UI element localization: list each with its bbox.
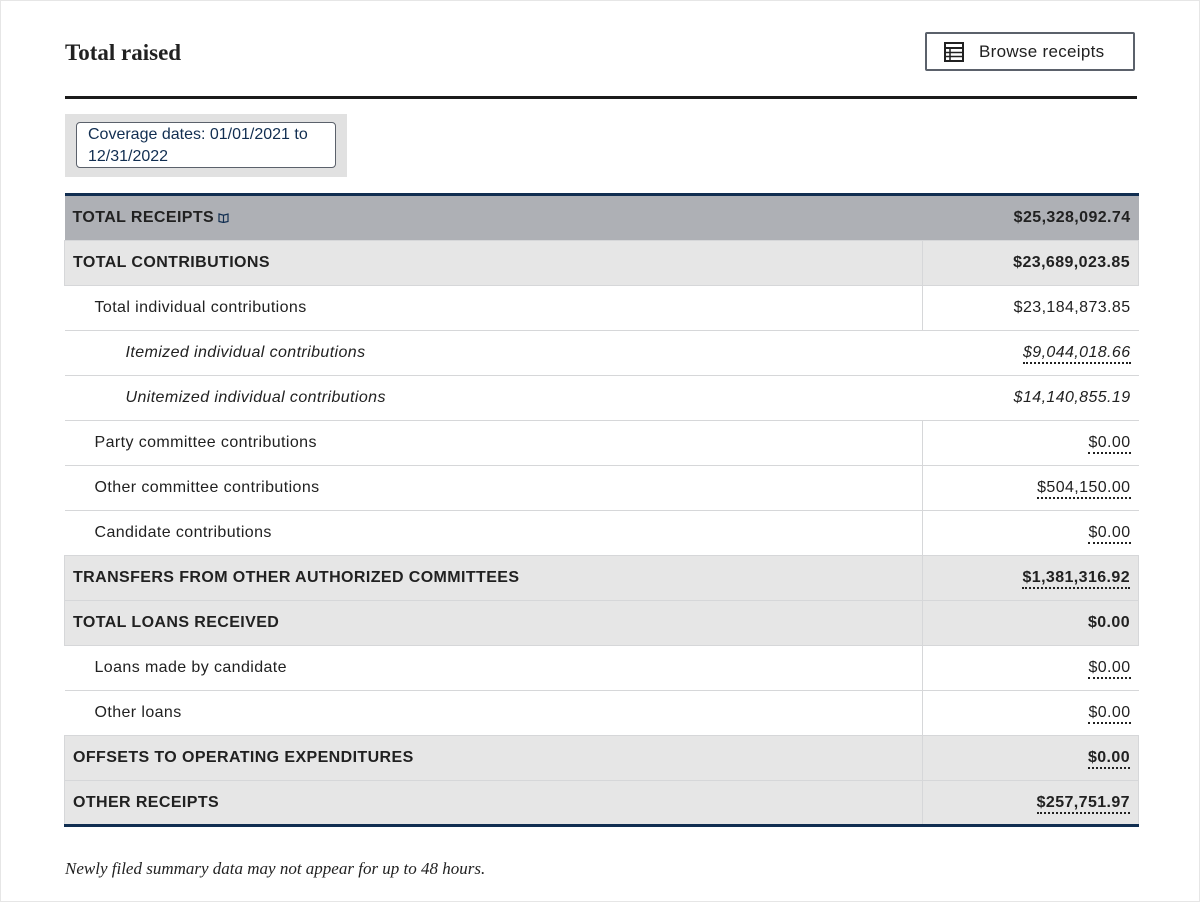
row-value-link[interactable]: $504,150.00	[1037, 479, 1130, 499]
row-value: $14,140,855.19	[1013, 389, 1131, 406]
row-value-cell	[923, 286, 1139, 331]
table-row	[65, 466, 1139, 511]
table-row	[65, 736, 1139, 781]
row-value-cell	[923, 781, 1139, 826]
row-label-cell	[65, 646, 923, 691]
row-value-cell	[923, 646, 1139, 691]
row-label-cell	[65, 195, 923, 241]
row-label: OTHER RECEIPTS	[73, 793, 220, 811]
row-label-cell	[65, 736, 923, 781]
row-value-cell	[923, 376, 1139, 421]
row-value-cell	[923, 195, 1139, 241]
row-value-cell	[923, 601, 1139, 646]
row-value-link[interactable]: $257,751.97	[1037, 794, 1130, 814]
row-label: Loans made by candidate	[94, 659, 287, 676]
table-row	[65, 556, 1139, 601]
row-label-cell	[65, 781, 923, 826]
table-row	[65, 195, 1139, 241]
browse-receipts-button[interactable]	[925, 32, 1135, 71]
table-row	[65, 286, 1139, 331]
table-row	[65, 241, 1139, 286]
coverage-filter-bar	[65, 114, 347, 177]
row-label-cell	[65, 331, 923, 376]
header-divider	[65, 96, 1137, 99]
row-value-link[interactable]: $0.00	[1088, 749, 1130, 769]
row-label-cell	[65, 241, 923, 286]
row-label: TOTAL LOANS RECEIVED	[73, 614, 280, 631]
row-label: TRANSFERS FROM OTHER AUTHORIZED COMMITTEES	[73, 569, 520, 586]
table-row	[65, 331, 1139, 376]
table-row	[65, 691, 1139, 736]
row-label: TOTAL CONTRIBUTIONS	[73, 254, 270, 271]
row-value-cell	[923, 511, 1139, 556]
table-row	[65, 511, 1139, 556]
row-value-link[interactable]: $0.00	[1088, 524, 1130, 544]
browse-receipts-label: Browse receipts	[979, 41, 1105, 61]
receipts-table	[64, 193, 1139, 827]
row-label-cell	[65, 466, 923, 511]
row-value-cell	[923, 241, 1139, 286]
row-value: $23,689,023.85	[1013, 254, 1130, 271]
row-label: Other committee contributions	[94, 479, 320, 496]
row-value: $23,184,873.85	[1013, 299, 1131, 316]
row-value-link[interactable]: $0.00	[1088, 659, 1130, 679]
row-label-cell	[65, 511, 923, 556]
row-value: $25,328,092.74	[1013, 209, 1131, 226]
table-icon	[944, 42, 964, 62]
row-value-cell	[923, 421, 1139, 466]
table-row	[65, 376, 1139, 421]
row-value-cell	[923, 331, 1139, 376]
row-label-cell	[65, 376, 923, 421]
row-label: Candidate contributions	[94, 524, 272, 541]
row-label-cell	[65, 601, 923, 646]
row-value-link[interactable]: $0.00	[1088, 704, 1130, 724]
row-value-link[interactable]: $1,381,316.92	[1022, 569, 1130, 589]
table-row	[65, 781, 1139, 826]
row-label-cell	[65, 556, 923, 601]
table-row	[65, 601, 1139, 646]
row-value-link[interactable]: $0.00	[1088, 434, 1130, 454]
row-label-cell	[65, 286, 923, 331]
row-label: Unitemized individual contributions	[125, 389, 386, 406]
row-label: TOTAL RECEIPTS	[72, 209, 215, 226]
row-label: Party committee contributions	[94, 434, 317, 451]
footnote: Newly filed summary data may not appear for up to 48 hours.	[65, 859, 486, 878]
row-value: $0.00	[1087, 614, 1130, 631]
row-value-cell	[923, 556, 1139, 601]
row-label-cell	[65, 691, 923, 736]
book-icon[interactable]	[218, 210, 229, 221]
row-label: OFFSETS TO OPERATING EXPENDITURES	[73, 749, 414, 766]
coverage-dates-tag[interactable]: Coverage dates: 01/01/2021 to 12/31/2022	[76, 122, 336, 168]
row-label: Other loans	[94, 704, 182, 721]
page-title: Total raised	[65, 40, 182, 65]
table-row	[65, 646, 1139, 691]
row-label: Itemized individual contributions	[125, 344, 366, 361]
table-row	[65, 421, 1139, 466]
row-value-link[interactable]: $9,044,018.66	[1023, 344, 1131, 364]
row-value-cell	[923, 466, 1139, 511]
row-label: Total individual contributions	[94, 299, 307, 316]
row-label-cell	[65, 421, 923, 466]
row-value-cell	[923, 691, 1139, 736]
row-value-cell	[923, 736, 1139, 781]
